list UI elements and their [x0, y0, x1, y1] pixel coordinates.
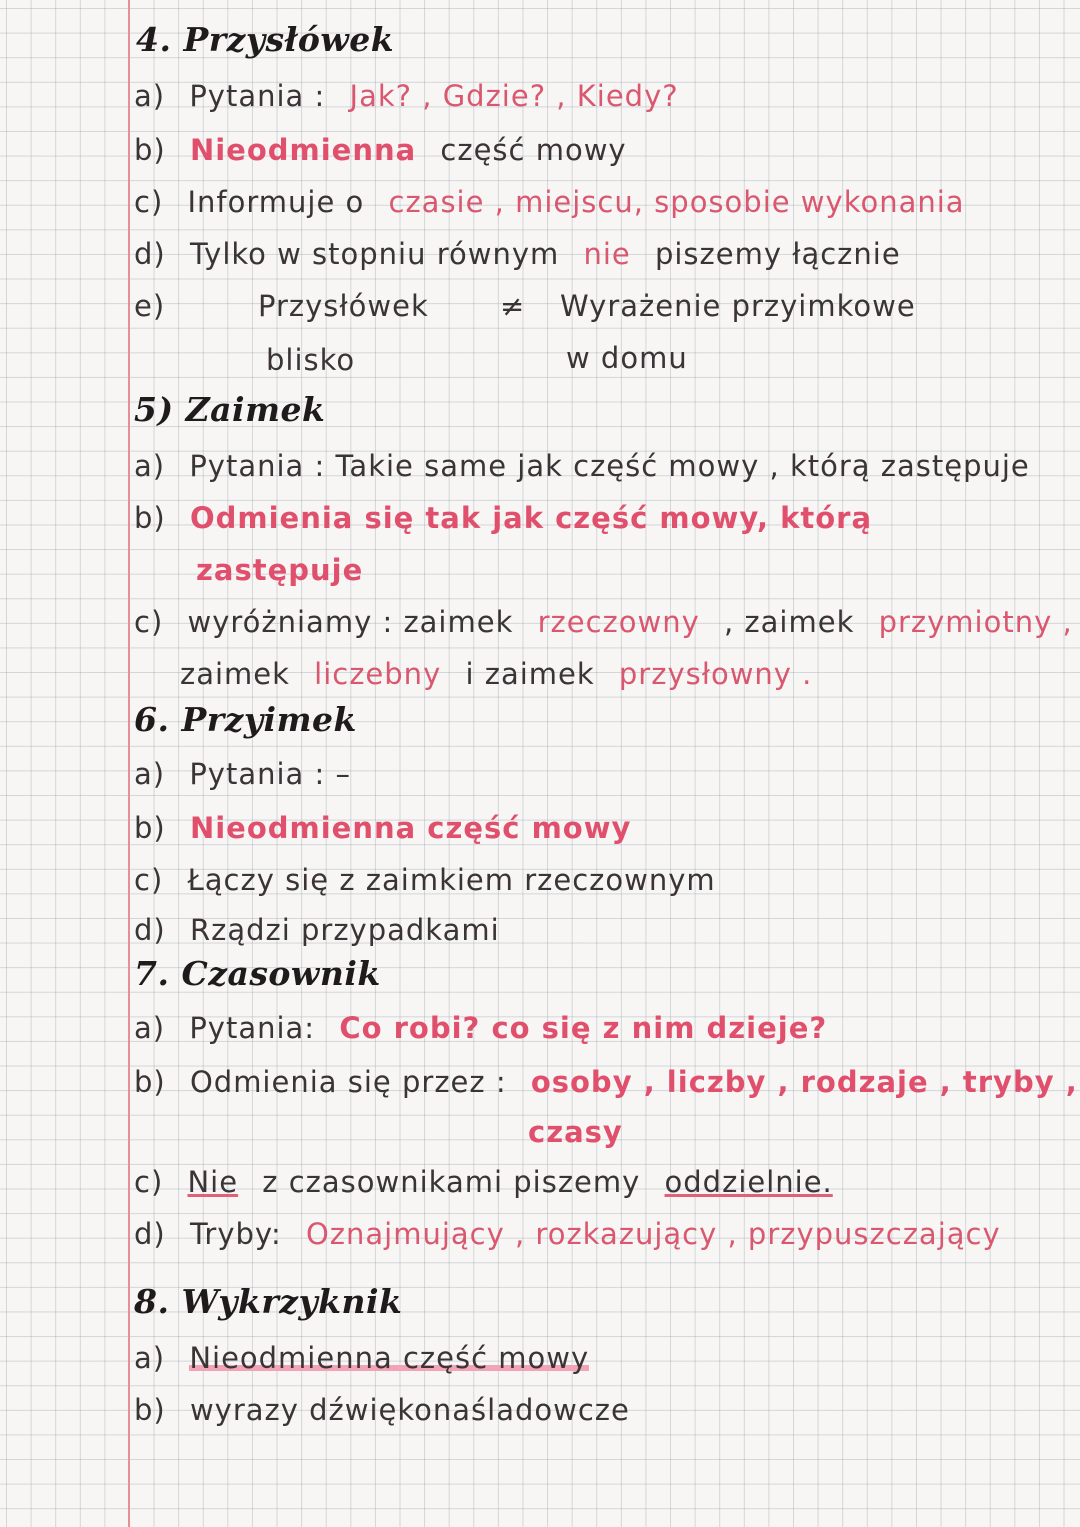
- s7-item-a: [134, 1008, 841, 1048]
- s5-item-c: [134, 602, 1080, 642]
- s4-e-label: e): [134, 289, 166, 323]
- s7-item-b: [134, 1062, 1080, 1102]
- s4-item-b: [134, 130, 641, 170]
- s4-c-label: c): [134, 185, 164, 219]
- s7-b-text: Odmienia się przez :: [189, 1065, 507, 1099]
- s7-item-c: [134, 1162, 847, 1202]
- s5-c-p4: przysłowny .: [618, 657, 813, 691]
- s4-item-c: [134, 182, 979, 222]
- s4-item-a: [134, 76, 693, 116]
- s5-a-label: a): [134, 449, 166, 483]
- s8-item-a: [134, 1338, 603, 1378]
- s4-d-pink: nie: [583, 237, 631, 271]
- s5-b-pink-cont: zastępuje: [196, 553, 364, 587]
- s6-item-a: [134, 754, 365, 794]
- s8-b-text: wyrazy dźwiękonaśladowcze: [189, 1393, 630, 1427]
- s5-c-p2: przymiotny ,: [878, 605, 1073, 639]
- s7-d-text: Tryby:: [189, 1217, 282, 1251]
- s5-c-text: wyróżniamy : zaimek: [187, 605, 514, 639]
- s8-item-b: [134, 1390, 644, 1430]
- s4-c-text: Informuje o: [187, 185, 365, 219]
- s4-e-phrase: Wyrażenie przyimkowe: [560, 289, 916, 323]
- s7-b-label: b): [134, 1065, 166, 1099]
- s7-b-pink: osoby , liczby , rodzaje , tryby ,: [530, 1065, 1078, 1099]
- s7-a-text: Pytania:: [189, 1011, 316, 1045]
- section-6-heading: 6. Przyimek: [134, 700, 357, 739]
- section-4-heading: 4. Przysłówek: [136, 20, 395, 59]
- s7-a-label: a): [134, 1011, 166, 1045]
- s4-a-label: a): [134, 79, 166, 113]
- s6-item-c: [134, 860, 730, 900]
- s6-b-label: b): [134, 811, 166, 845]
- s5-c-label: c): [134, 605, 164, 639]
- s6-c-text: Łączy się z zaimkiem rzeczownym: [187, 863, 716, 897]
- s8-a-label: a): [134, 1341, 166, 1375]
- s7-c-nie: Nie: [187, 1165, 239, 1199]
- s5-c-p3: liczebny: [314, 657, 442, 691]
- s4-d-text2: piszemy łącznie: [654, 237, 901, 271]
- s7-c-label: c): [134, 1165, 164, 1199]
- section-8-heading: 8. Wykrzyknik: [134, 1282, 403, 1321]
- s7-d-pink: Oznajmujący , rozkazujący , przypuszczający: [305, 1217, 1001, 1251]
- s4-c-pink: czasie , miejscu, sposobie wykonania: [388, 185, 965, 219]
- s5-c-p1: rzeczowny: [537, 605, 700, 639]
- s5-c-text2: , zaimek: [723, 605, 855, 639]
- s5-a-text: Pytania : Takie same jak część mowy , którą zastępuje: [189, 449, 1030, 483]
- s6-b-pink: Nieodmienna część mowy: [189, 811, 632, 845]
- s6-item-b: [134, 808, 645, 848]
- s4-b-label: b): [134, 133, 166, 167]
- s7-d-label: d): [134, 1217, 166, 1251]
- s4-d-label: d): [134, 237, 166, 271]
- s4-b-text: część mowy: [440, 133, 627, 167]
- s5-item-a: [134, 446, 1044, 486]
- section-7-heading: 7. Czasownik: [134, 954, 381, 993]
- s6-a-label: a): [134, 757, 166, 791]
- s7-item-d: [134, 1214, 1015, 1254]
- s5-item-b: [134, 498, 886, 538]
- s4-item-d: [134, 234, 915, 274]
- s4-e-neq: ≠: [500, 289, 526, 323]
- section-5-heading: 5) Zaimek: [134, 390, 326, 429]
- s7-c-oddzielnie: oddzielnie.: [664, 1165, 833, 1199]
- s5-b-pink: Odmienia się tak jak część mowy, którą: [189, 501, 873, 535]
- s5-c-text4: i zaimek: [465, 657, 595, 691]
- s5-b-label: b): [134, 501, 166, 535]
- s8-a-text: Nieodmienna część mowy: [189, 1341, 590, 1375]
- s5-c-text3: zaimek: [180, 657, 290, 691]
- s4-a-questions: Jak? , Gdzie? , Kiedy?: [349, 79, 679, 113]
- s6-d-text: Rządzi przypadkami: [189, 913, 500, 947]
- s7-a-pink: Co robi? co się z nim dzieje?: [339, 1011, 828, 1045]
- s4-e-example-1: blisko: [266, 343, 356, 377]
- s6-d-label: d): [134, 913, 166, 947]
- s6-a-text: Pytania : –: [189, 757, 352, 791]
- s4-a-text: Pytania :: [189, 79, 326, 113]
- s7-b-pink-cont: czasy: [528, 1115, 623, 1149]
- s8-b-label: b): [134, 1393, 166, 1427]
- s4-e-example-2: w domu: [566, 341, 688, 375]
- s6-c-label: c): [134, 863, 164, 897]
- s7-c-text: z czasownikami piszemy: [262, 1165, 641, 1199]
- s4-d-text1: Tylko w stopniu równym: [189, 237, 560, 271]
- s4-b-pink: Nieodmienna: [189, 133, 417, 167]
- s4-item-e-label: [134, 286, 179, 326]
- s6-item-d: [134, 910, 514, 950]
- s4-e-adverb: Przysłówek: [258, 289, 429, 323]
- s5-item-c-cont: [180, 654, 826, 694]
